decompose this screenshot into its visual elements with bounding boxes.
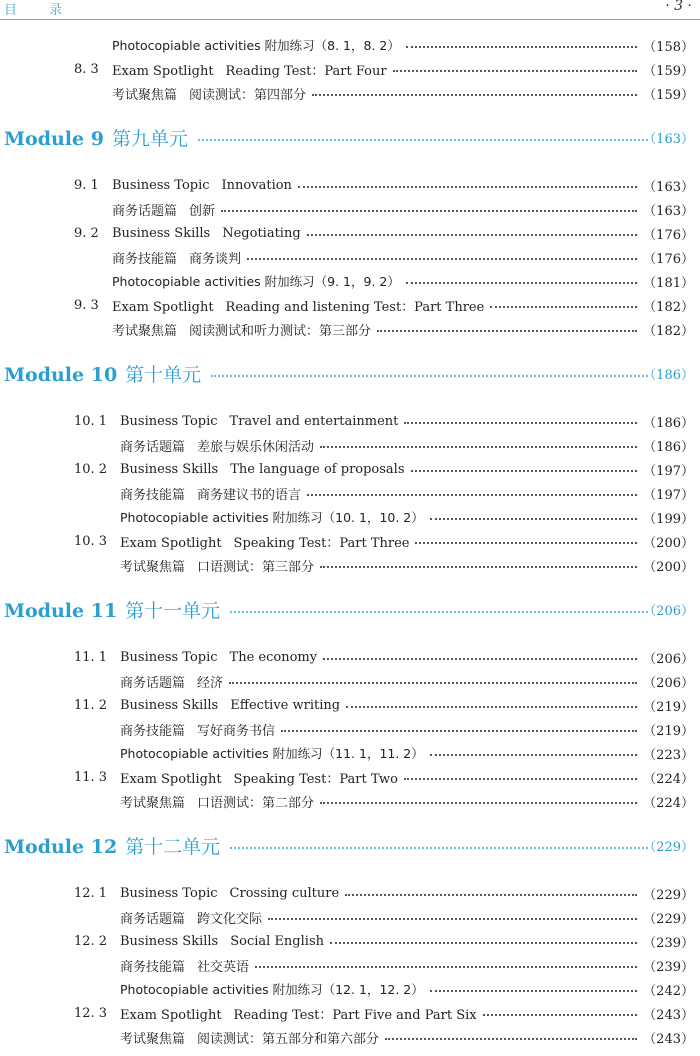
entry-category: Business Skills [120,697,219,713]
entry-body [120,884,694,903]
entry-subtitle: 社交英语 [197,959,250,975]
dot-leader [312,94,637,96]
dot-leader [346,706,637,708]
entry-title [120,414,398,429]
dot-leader [320,446,637,448]
dot-leader [393,70,638,72]
entry-body [120,956,694,975]
toc-entry[interactable] [0,765,700,789]
entry-title [120,792,314,811]
section-number: 8. 3 [74,61,99,77]
dot-leader [307,234,638,236]
toc-entry[interactable] [0,881,700,905]
entry-subtitle: Travel and entertainment [229,413,399,429]
section-number: 11. 2 [74,697,108,713]
entry-body [120,792,694,811]
entry-subtitle: Speaking Test：Part Three [233,535,410,551]
entry-page: （181） [643,275,694,291]
entry-body [120,484,694,503]
module-page: （186） [643,367,694,383]
module-title-cn: 第十一单元 [125,599,221,622]
entry-title [112,200,215,219]
entry-title [120,698,340,713]
section-number: 12. 1 [74,885,108,901]
entry-body [120,908,694,927]
entry-body [112,60,694,79]
entry-body [112,84,694,103]
entry-body [112,176,694,195]
entry-category: 商务话题篇 [120,911,186,927]
entry-title [120,720,275,739]
entry-category: Exam Spotlight [120,1007,222,1023]
toc-entry[interactable] [0,645,700,669]
entry-title [120,886,339,901]
module-title-en: Module 10 [4,363,118,386]
entry-page: （219） [643,723,694,739]
entry-title [120,768,398,787]
dot-leader [320,802,637,804]
entry-body [112,224,694,243]
entry-category: Photocopiable activities 附加练习（8. 1，8. 2） [112,38,400,53]
section-number: 9. 1 [74,177,99,193]
entry-category: 商务技能篇 [120,959,186,975]
entry-page: （186） [643,415,694,431]
entry-subtitle: The economy [229,649,318,665]
entry-body [112,296,694,315]
entry-subtitle: 商务建议书的语言 [197,487,302,503]
entry-subtitle: 写好商务书信 [197,723,276,739]
toc-entry[interactable] [0,929,700,953]
dot-leader [430,754,637,756]
toc-entry[interactable] [0,905,700,929]
entry-title [120,934,324,949]
entry-title [120,956,249,975]
entry-body [120,932,694,951]
dot-leader [330,942,637,944]
entry-body [120,508,694,527]
entry-category: Exam Spotlight [120,535,222,551]
module-dot-leader [230,847,648,849]
entry-subtitle: Reading and listening Test：Part Three [225,299,485,315]
dot-leader [298,186,637,188]
entry-page: （243） [643,1007,694,1023]
entry-page: （224） [643,771,694,787]
entry-page: （243） [643,1031,694,1047]
entry-body [112,200,694,219]
entry-category: Photocopiable activities 附加练习（9. 1，9. 2） [112,274,400,289]
toc-entry[interactable] [0,197,700,221]
entry-title [112,84,306,103]
entry-title [120,436,314,455]
module-heading[interactable] [0,821,700,869]
entry-body [120,1028,694,1047]
entry-title [120,744,424,762]
dot-leader [281,730,637,732]
dot-leader [430,518,637,520]
entry-title [120,532,409,551]
entry-title [120,462,405,477]
module-title [4,124,188,151]
entry-page: （206） [643,675,694,691]
entry-page: （197） [643,487,694,503]
module-title-cn: 第九单元 [111,127,188,150]
entry-page: （200） [643,559,694,575]
module-title-en: Module 11 [4,599,118,622]
entry-category: Business Topic [120,885,218,901]
entry-subtitle: 商务谈判 [189,251,242,267]
entry-subtitle: Reading Test：Part Five and Part Six [233,1007,477,1023]
entry-subtitle: Crossing culture [229,885,340,901]
entry-category: 商务话题篇 [120,675,186,691]
module-page: （163） [643,131,694,147]
toc-entry[interactable] [0,953,700,977]
entry-title [112,320,371,339]
section-number: 12. 2 [74,933,108,949]
entry-subtitle: 阅读测试：第五部分和第六部分 [197,1031,380,1047]
entry-title [120,980,424,998]
toc-entry[interactable] [0,409,700,433]
entry-subtitle: 创新 [189,203,216,219]
entry-page: （186） [643,439,694,455]
entry-subtitle: 阅读测试：第四部分 [189,87,307,103]
dot-leader [323,658,637,660]
entry-title [120,508,424,526]
entry-subtitle: 阅读测试和听力测试：第三部分 [189,323,372,339]
entry-page: （219） [643,699,694,715]
entry-body [120,412,694,431]
entry-body [120,720,694,739]
entry-page: （159） [643,63,694,79]
entry-page: （224） [643,795,694,811]
entry-body [120,672,694,691]
toc-entry[interactable] [0,81,700,105]
entry-category: Business Topic [120,649,218,665]
entry-page: （163） [643,179,694,195]
entry-category: Photocopiable activities 附加练习（10. 1，10. 2） [120,510,424,525]
entry-subtitle: 跨文化交际 [197,911,263,927]
entry-body [120,648,694,667]
entry-category: Business Topic [112,177,210,193]
toc-entry[interactable] [0,433,700,457]
entry-body [112,248,694,267]
toc-entry[interactable] [0,553,700,577]
dot-leader [229,682,637,684]
entry-subtitle: The language of proposals [230,461,405,477]
dot-leader [377,330,637,332]
module-title-cn: 第十二单元 [125,835,221,858]
entry-body [120,768,694,787]
section-number: 10. 1 [74,413,108,429]
module-title [4,596,220,623]
module-title-en: Module 9 [4,127,104,150]
entry-category: 考试聚焦篇 [120,1031,186,1047]
entry-subtitle: Effective writing [230,697,341,713]
entry-title [120,484,301,503]
entry-category: 商务话题篇 [112,203,178,219]
entry-page: （199） [643,511,694,527]
entry-body [112,272,694,291]
entry-page: （229） [643,911,694,927]
dot-leader [406,282,637,284]
toc-entry[interactable] [0,245,700,269]
entry-page: （239） [643,959,694,975]
toc-entry[interactable] [0,269,700,293]
toc-entry[interactable] [0,221,700,245]
entry-subtitle: Speaking Test：Part Two [233,771,398,787]
entry-category: Business Skills [112,225,211,241]
dot-leader [411,470,638,472]
entry-subtitle: Innovation [221,177,292,193]
entry-body [120,744,694,763]
entry-subtitle: 经济 [197,675,224,691]
entry-subtitle: Social English [230,933,324,949]
section-number: 9. 3 [74,297,99,313]
entry-title [112,226,301,241]
entry-page: （182） [643,323,694,339]
entry-body [120,436,694,455]
toc-entry[interactable] [0,529,700,553]
entry-page: （159） [643,87,694,103]
entry-category: Exam Spotlight [112,63,214,79]
entry-category: Business Skills [120,461,219,477]
module-dot-leader [198,139,648,141]
entry-title [112,248,241,267]
toc-entry[interactable] [0,977,700,1001]
dot-leader [483,1014,638,1016]
entry-title [120,908,262,927]
module-heading[interactable] [0,113,700,161]
entry-subtitle: Reading Test：Part Four [225,63,387,79]
entry-title [112,272,400,290]
section-number: 11. 1 [74,649,108,665]
entry-category: Business Topic [120,413,218,429]
entry-category: 商务技能篇 [120,487,186,503]
entry-title [112,60,387,79]
entry-title [120,1004,477,1023]
toc-entry[interactable] [0,789,700,813]
toc-entry[interactable] [0,317,700,341]
entry-category: Exam Spotlight [120,771,222,787]
dot-leader [404,422,637,424]
entry-category: 考试聚焦篇 [120,795,186,811]
module-dot-leader [211,375,648,377]
page-number: · 3 · [665,0,692,14]
module-page: （229） [643,839,694,855]
dot-leader [430,990,637,992]
entry-page: （239） [643,935,694,951]
section-number: 9. 2 [74,225,99,241]
entry-page: （200） [643,535,694,551]
dot-leader [415,542,637,544]
entry-page: （182） [643,299,694,315]
dot-leader [320,566,637,568]
toc-entry[interactable] [0,669,700,693]
toc-entry[interactable] [0,481,700,505]
entry-page: （163） [643,203,694,219]
entry-title [120,672,223,691]
entry-page: （223） [643,747,694,763]
entry-category: Photocopiable activities 附加练习（12. 1，12. 2） [120,982,424,997]
entry-title [120,650,317,665]
toc-entry[interactable] [0,57,700,81]
toc-entry[interactable] [0,293,700,317]
toc-entry[interactable] [0,1025,700,1049]
entry-category: 商务话题篇 [120,439,186,455]
entry-subtitle: 口语测试：第二部分 [197,795,315,811]
dot-leader [345,894,637,896]
dot-leader [307,494,637,496]
dot-leader [385,1038,637,1040]
entry-page: （242） [643,983,694,999]
table-of-contents [0,33,700,1049]
module-page: （206） [643,603,694,619]
entry-body [112,36,694,55]
module-heading[interactable] [0,585,700,633]
entry-category: Exam Spotlight [112,299,214,315]
dot-leader [255,966,637,968]
entry-title [112,36,400,54]
module-title-en: Module 12 [4,835,118,858]
toc-entry[interactable] [0,173,700,197]
entry-body [120,696,694,715]
module-title [4,832,220,859]
entry-category: 考试聚焦篇 [112,87,178,103]
page-header [0,0,700,20]
entry-title [120,556,314,575]
entry-title [112,296,484,315]
entry-body [120,556,694,575]
entry-body [120,460,694,479]
entry-page: （176） [643,251,694,267]
entry-category: 商务技能篇 [112,251,178,267]
entry-subtitle: Negotiating [222,225,301,241]
dot-leader [221,210,637,212]
entry-page: （158） [643,39,694,55]
entry-page: （229） [643,887,694,903]
entry-category: Photocopiable activities 附加练习（11. 1，11. 2） [120,746,424,761]
dot-leader [490,306,637,308]
module-dot-leader [230,611,648,613]
toc-entry[interactable] [0,717,700,741]
toc-entry[interactable] [0,1001,700,1025]
entry-page: （206） [643,651,694,667]
dot-leader [247,258,637,260]
toc-entry[interactable] [0,741,700,765]
section-number: 11. 3 [74,769,108,785]
entry-category: 考试聚焦篇 [112,323,178,339]
entry-title [120,1028,379,1047]
toc-entry[interactable] [0,505,700,529]
entry-category: Business Skills [120,933,219,949]
dot-leader [404,778,637,780]
entry-title [112,178,292,193]
header-label: 目 录 [4,3,77,18]
toc-entry[interactable] [0,457,700,481]
entry-body [120,532,694,551]
module-heading[interactable] [0,349,700,397]
entry-body [112,320,694,339]
module-title-cn: 第十单元 [125,363,202,386]
entry-subtitle: 差旅与娱乐休闲活动 [197,439,315,455]
section-number: 12. 3 [74,1005,108,1021]
module-title [4,360,201,387]
entry-body [120,980,694,999]
section-number: 10. 3 [74,533,108,549]
entry-subtitle: 口语测试：第三部分 [197,559,315,575]
entry-page: （197） [643,463,694,479]
toc-entry[interactable] [0,33,700,57]
entry-category: 考试聚焦篇 [120,559,186,575]
entry-body [120,1004,694,1023]
entry-category: 商务技能篇 [120,723,186,739]
dot-leader [406,46,637,48]
section-number: 10. 2 [74,461,108,477]
dot-leader [268,918,637,920]
entry-page: （176） [643,227,694,243]
toc-entry[interactable] [0,693,700,717]
